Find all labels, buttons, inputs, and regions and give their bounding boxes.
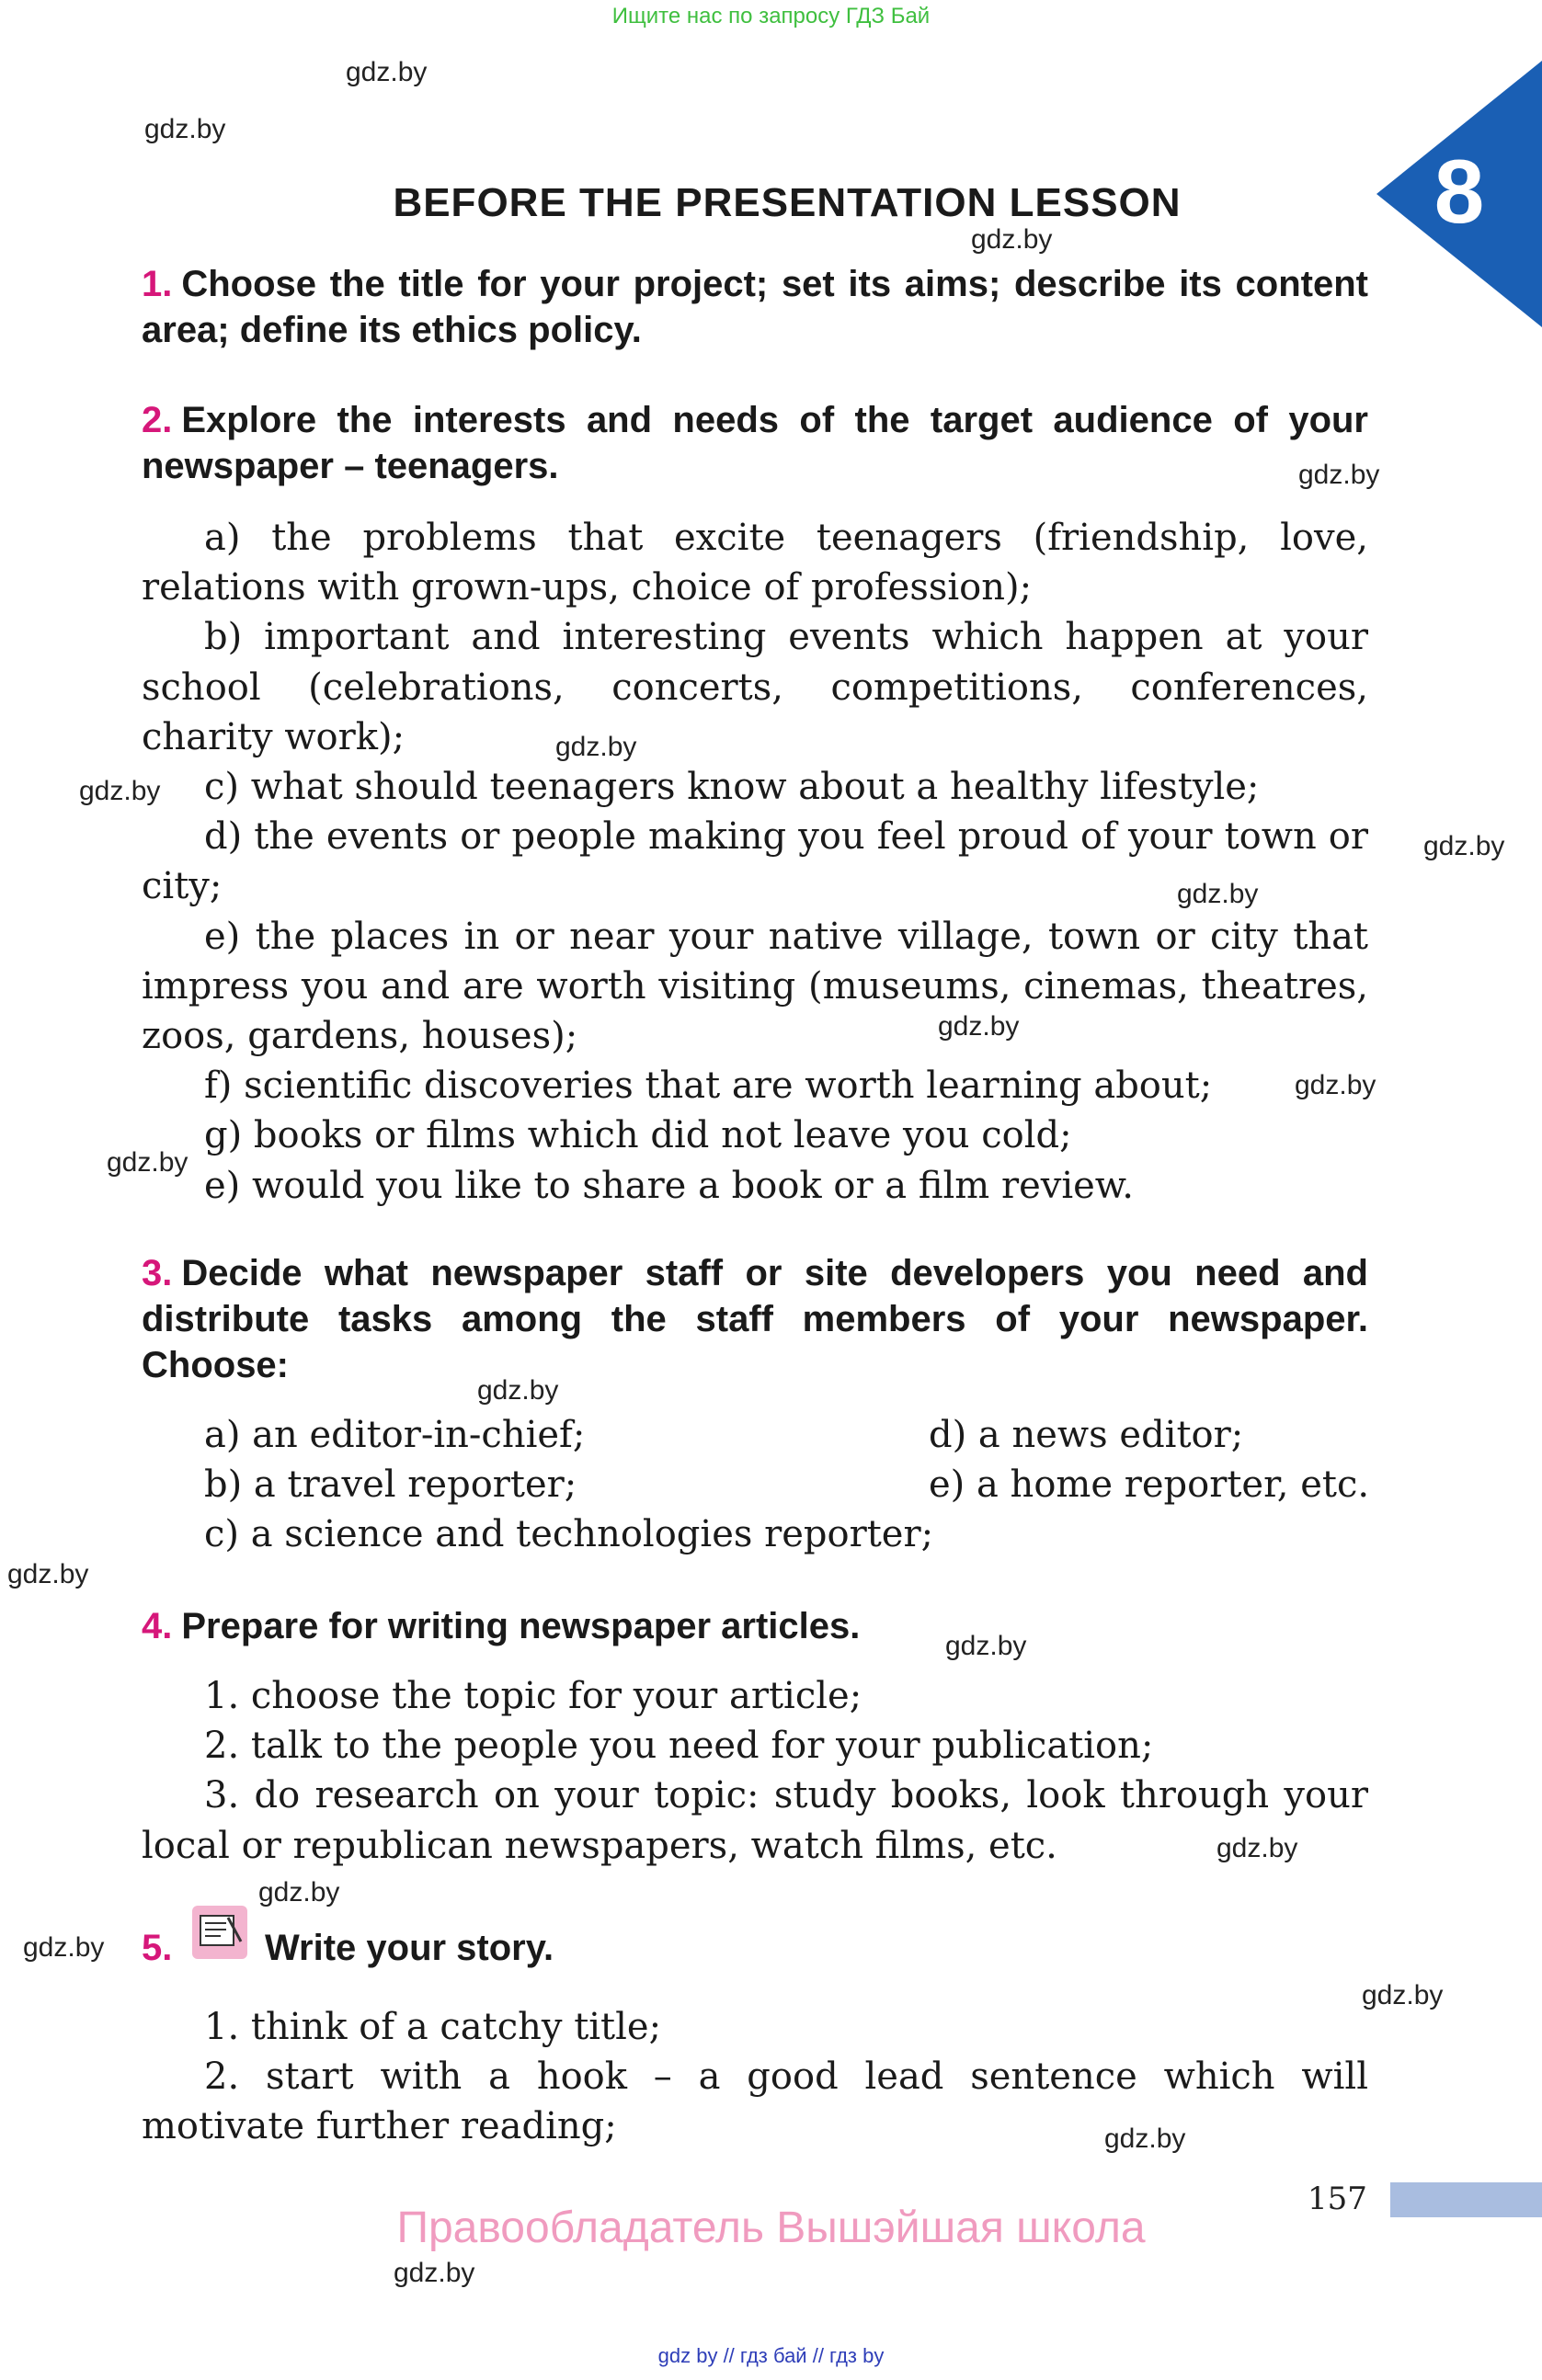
task-5-list <box>142 2002 1368 2152</box>
task-2 <box>142 397 1368 489</box>
watermark: gdz.by <box>971 224 1053 255</box>
watermark: gdz.by <box>394 2258 475 2288</box>
watermark: gdz.by <box>144 114 226 144</box>
watermark: gdz.by <box>945 1631 1027 1661</box>
task-number: 4. <box>142 1606 173 1646</box>
list-item: b) important and interesting events which happen at your school (celebrations, concerts, competitions, conferences, charity work); <box>142 616 1368 758</box>
task-number: 1. <box>142 264 173 304</box>
task-4 <box>142 1603 1368 1649</box>
list-item: f) scientific discoveries that are worth learning about; <box>204 1065 1213 1108</box>
writing-icon <box>191 1905 248 1960</box>
footer-links[interactable]: gdz by // гдз бай // гдз by <box>657 2344 885 2367</box>
task-1 <box>142 261 1368 353</box>
task-text: Explore the interests and needs of the target audience of your newspaper – teenagers. <box>142 400 1368 486</box>
watermark: gdz.by <box>1298 460 1380 490</box>
list-item: c) a science and technologies reporter; <box>204 1513 934 1555</box>
watermark: gdz.by <box>1423 831 1505 861</box>
list-item: d) the events or people making you feel proud of your town or city; <box>142 815 1368 908</box>
task-text: Decide what newspaper staff or site developers you need and distribute tasks among the staff members of your newspaper. Choose: <box>142 1253 1368 1385</box>
task-4-list <box>142 1671 1368 1871</box>
list-item: a) the problems that excite teenagers (friendship, love, relations with grown-ups, choice of profession); <box>142 517 1368 609</box>
unit-number: 8 <box>1433 141 1485 242</box>
list-item: 1. think of a catchy title; <box>204 2006 662 2048</box>
watermark: gdz.by <box>1295 1070 1376 1100</box>
copyright-notice: Правообладатель Вышэйшая школа <box>396 2203 1146 2252</box>
page-number: 157 <box>1308 2181 1367 2217</box>
task-number: 2. <box>142 400 173 440</box>
watermark: gdz.by <box>7 1559 89 1589</box>
watermark: gdz.by <box>1177 879 1259 909</box>
top-banner[interactable]: Ищите нас по запросу ГДЗ Бай <box>611 4 931 28</box>
list-item: g) books or films which did not leave you cold; <box>204 1114 1072 1157</box>
watermark: gdz.by <box>477 1375 559 1406</box>
list-item: e) would you like to share a book or a film review. <box>204 1164 1135 1207</box>
watermark: gdz.by <box>346 57 428 87</box>
task-text: Choose the title for your project; set its aims; describe its content area; define its ethics policy. <box>142 264 1368 350</box>
task-5-text: Write your story. <box>265 1928 554 1968</box>
watermark: gdz.by <box>23 1932 105 1963</box>
watermark: gdz.by <box>107 1147 188 1178</box>
task-text: Prepare for writing newspaper articles. <box>181 1606 861 1646</box>
watermark: gdz.by <box>79 776 161 806</box>
list-item: d) a news editor; <box>929 1414 1244 1456</box>
list-item: c) what should teenagers know about a healthy lifestyle; <box>204 766 1260 809</box>
list-item: 2. start with a hook – a good lead sentence which will motivate further reading; <box>142 2055 1368 2148</box>
list-item: e) the places in or near your native village, town or city that impress you and are worth visiting (museums, cinemas, theatres, zoos, gardens, houses); <box>142 915 1368 1058</box>
watermark: gdz.by <box>938 1011 1020 1042</box>
task-3 <box>142 1250 1368 1388</box>
task-number: 3. <box>142 1253 173 1293</box>
list-item: b) a travel reporter; <box>204 1463 577 1506</box>
list-item: 3. do research on your topic: study books, look through your local or republican newspapers, watch films, etc. <box>142 1774 1368 1867</box>
list-item: a) an editor-in-chief; <box>204 1414 586 1456</box>
task-number: 5. <box>142 1928 173 1968</box>
list-item: e) a home reporter, etc. <box>929 1463 1370 1506</box>
list-item: 2. talk to the people you need for your publication; <box>204 1725 1154 1768</box>
watermark: gdz.by <box>1362 1980 1444 2010</box>
page-title: BEFORE THE PRESENTATION LESSON <box>393 180 1182 225</box>
watermark: gdz.by <box>1216 1833 1298 1863</box>
watermark: gdz.by <box>555 732 637 762</box>
task-2-list <box>142 513 1368 1211</box>
list-item: 1. choose the topic for your article; <box>204 1675 862 1717</box>
watermark: gdz.by <box>258 1877 340 1907</box>
watermark: gdz.by <box>1104 2124 1186 2154</box>
